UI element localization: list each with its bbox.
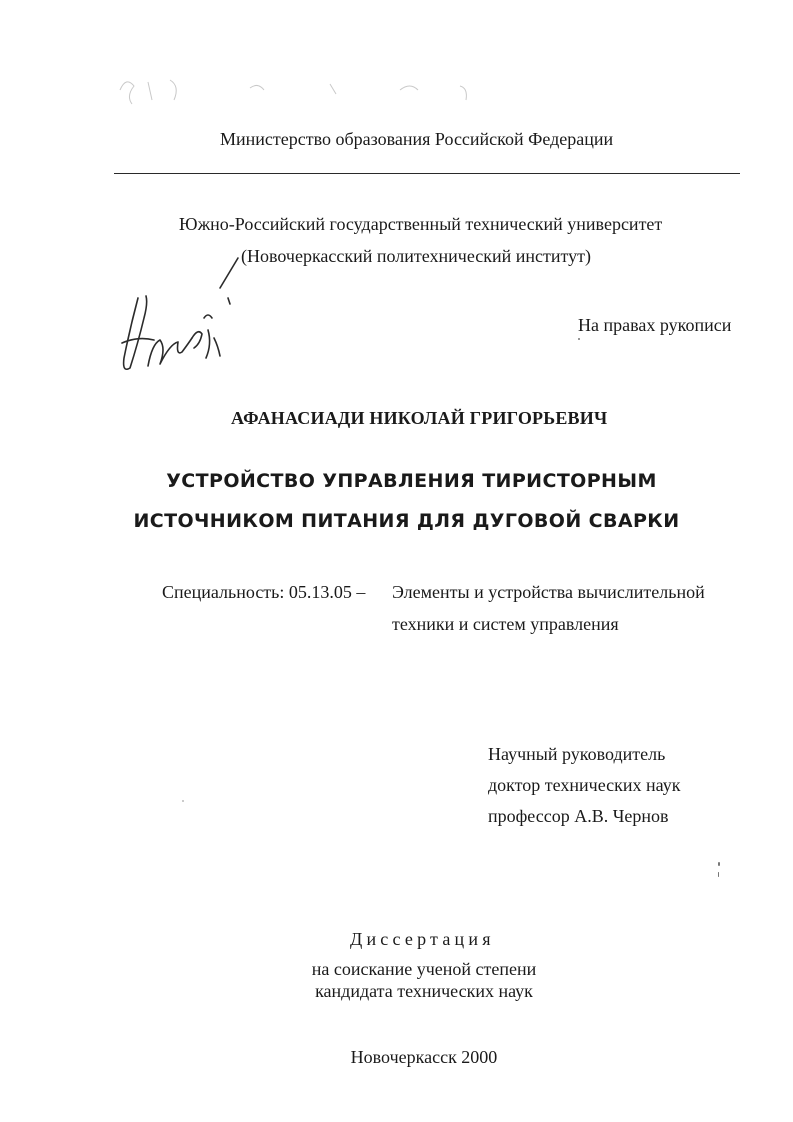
specialty-label: Специальность: 05.13.05 – xyxy=(162,582,366,602)
university-former-name: (Новочеркасский политехнический институт) xyxy=(241,246,592,266)
degree-sought-line-2: кандидата технических наук xyxy=(315,981,533,1001)
scan-speck xyxy=(182,800,184,802)
scan-speck xyxy=(718,862,720,866)
university-name: Южно-Российский государственный технический университет xyxy=(179,214,663,234)
supervisor-degree: доктор технических наук xyxy=(488,775,681,795)
place-and-year: Новочеркасск 2000 xyxy=(350,1047,498,1067)
dissertation-title-line-2: ИСТОЧНИКОМ ПИТАНИЯ ДЛЯ ДУГОВОЙ СВАРКИ xyxy=(133,510,680,532)
document-type: Диссертация xyxy=(350,929,495,949)
supervisor-role: Научный руководитель xyxy=(488,744,666,764)
dissertation-title-line-1: УСТРОЙСТВО УПРАВЛЕНИЯ ТИРИСТОРНЫМ xyxy=(166,470,657,492)
scan-speck xyxy=(718,872,719,877)
manuscript-rights-note: На правах рукописи xyxy=(578,315,732,335)
ministry-name: Министерство образования Российской Федерации xyxy=(220,129,614,149)
header-divider xyxy=(114,173,740,174)
degree-sought-line-1: на соискание ученой степени xyxy=(311,959,537,979)
specialty-description-line-1: Элементы и устройства вычислительной xyxy=(392,582,705,602)
author-name: АФАНАСИАДИ НИКОЛАЙ ГРИГОРЬЕВИЧ xyxy=(231,408,608,428)
signature-icon xyxy=(108,248,248,398)
faint-stamp-mark xyxy=(100,60,520,120)
specialty-description-line-2: техники и систем управления xyxy=(392,614,619,634)
supervisor-name: профессор А.В. Чернов xyxy=(488,806,669,826)
scan-speck xyxy=(578,338,580,340)
